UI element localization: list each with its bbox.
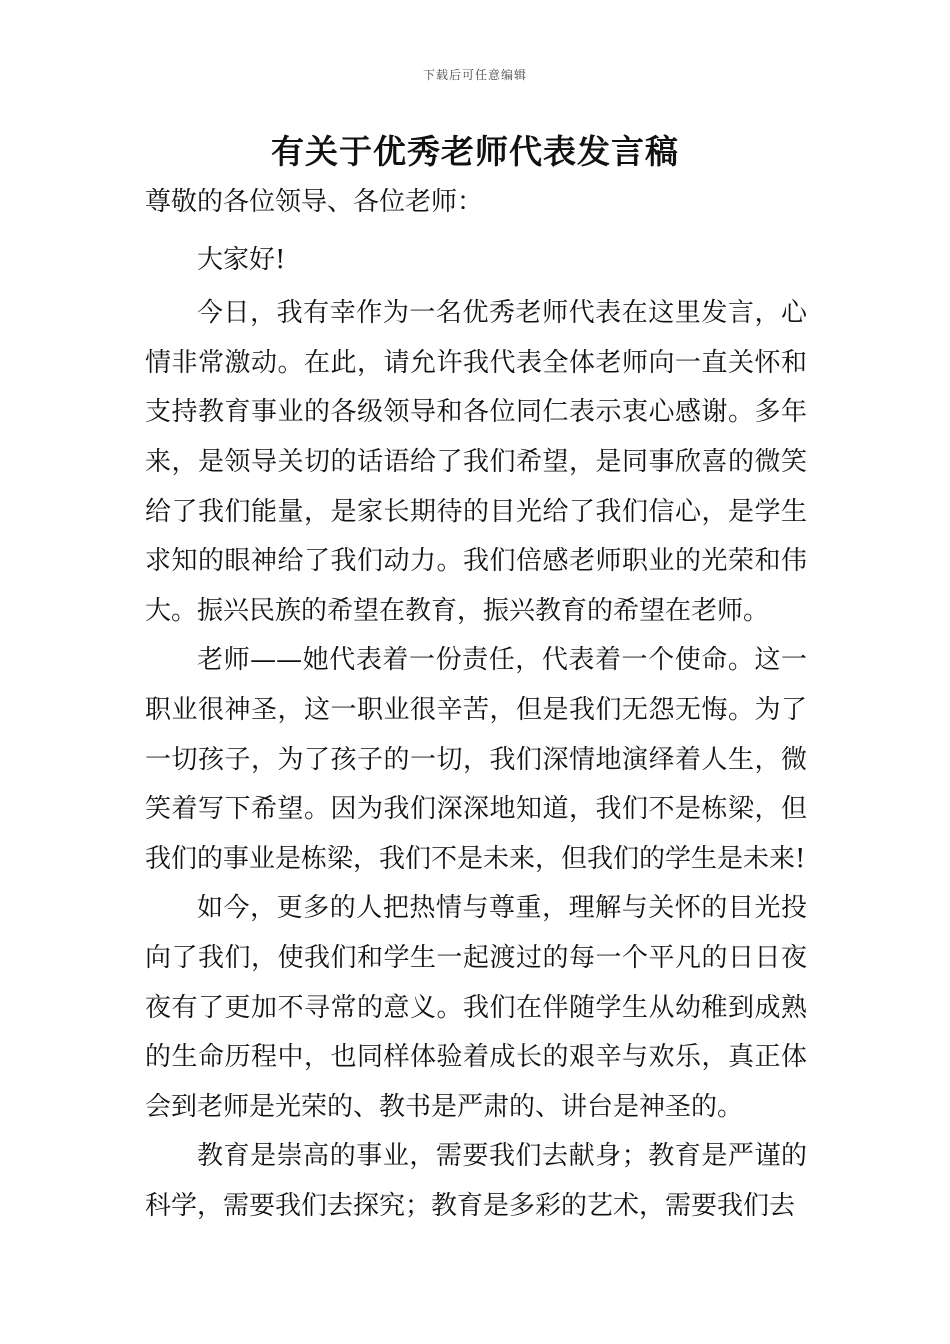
body-paragraph: 教育是崇高的事业，需要我们去献身；教育是严谨的科学，需要我们去探究；教育是多彩的艺术，需要我们去 xyxy=(145,1141,807,1221)
document-title: 有关于优秀老师代表发言稿 xyxy=(271,132,679,171)
body-paragraph: 如今，更多的人把热情与尊重，理解与关怀的目光投向了我们，使我们和学生一起渡过的每一个平凡的日日夜夜有了更加不寻常的意义。我们在伴随学生从幼稚到成熟的生命历程中，也同样体验着成长的艰辛与欢乐，真正体会到老师是光荣的、教书是严肃的、讲台是神圣的。 xyxy=(145,893,807,1122)
document-body xyxy=(145,178,807,1231)
spacer xyxy=(145,228,807,232)
body-paragraph: 今日，我有幸作为一名优秀老师代表在这里发言，心情非常激动。在此，请允许我代表全体老师向一直关怀和支持教育事业的各级领导和各位同仁表示衷心感谢。多年来，是领导关切的话语给了我们希望，是同事欣喜的微笑给了我们能量，是家长期待的目光给了我们信心，是学生求知的眼神给了我们动力。我们倍感老师职业的光荣和伟大。振兴民族的希望在教育，振兴教育的希望在老师。 xyxy=(145,298,807,626)
greeting: 大家好! xyxy=(197,244,286,275)
header-note: 下载后可任意编辑 xyxy=(422,68,527,82)
body-paragraph: 老师——她代表着一份责任，代表着一个使命。这一职业很神圣，这一职业很辛苦，但是我们无怨无悔。为了一切孩子，为了孩子的一切，我们深情地演绎着人生，微笑着写下希望。因为我们深深地知道，我们不是栋梁，但我们的事业是栋梁，我们不是未来，但我们的学生是未来! xyxy=(145,645,807,874)
salutation: 尊敬的各位领导、各位老师： xyxy=(145,187,484,217)
